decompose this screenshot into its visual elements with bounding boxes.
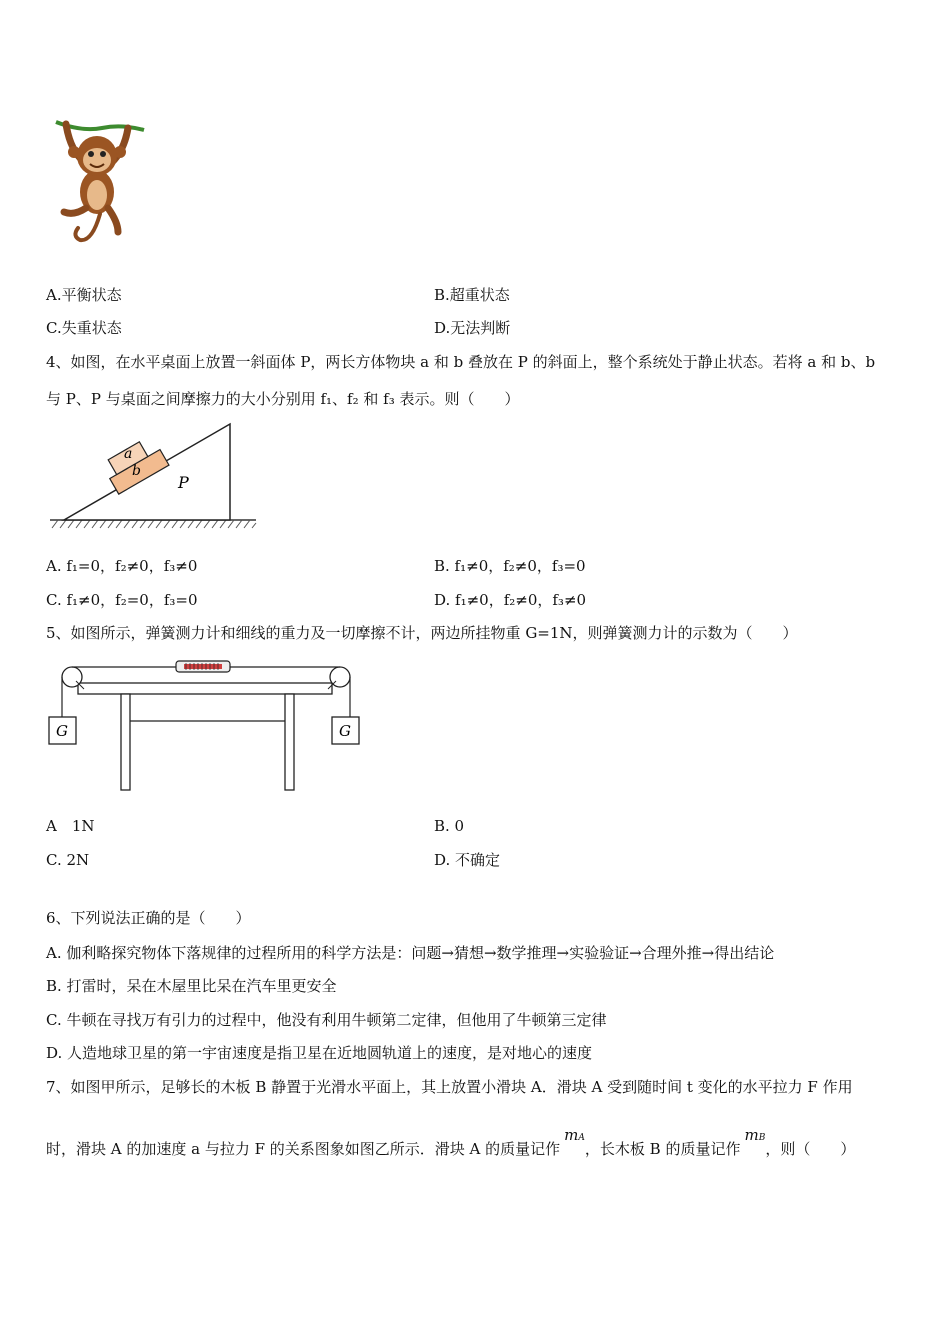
q3-option-d[interactable]: D.无法判断 [434,319,511,337]
q7-line2-part3: ，则（ ） [765,1140,856,1158]
q5-option-c[interactable]: C. 2N [46,851,90,869]
q4-stem-line1: 4、如图，在水平桌面上放置一斜面体 P，两长方体物块 a 和 b 叠放在 P 的斜面上，整个系统处于静止状态。若将 a 和 b、b [46,353,876,371]
q6-option-b[interactable]: B. 打雷时，呆在木屋里比呆在汽车里更安全 [46,977,337,995]
q5-option-d[interactable]: D. 不确定 [434,851,501,869]
table-top [78,683,332,694]
q4-option-b[interactable]: B. f₁≠0，f₂≠0，f₃=0 [434,557,586,575]
q4-option-d[interactable]: D. f₁≠0，f₂≠0，f₃≠0 [434,591,587,609]
q6-stem: 6、下列说法正确的是（ ） [46,909,251,927]
q5-option-b[interactable]: B. 0 [434,817,465,835]
q3-option-c[interactable]: C.失重状态 [46,319,122,337]
monkey-figure [52,110,148,252]
label-b: b [132,463,141,479]
q7-line2-part1: 时，滑块 A 的加速度 a 与拉力 F 的关系图象如图乙所示．滑块 A 的质量记作 [46,1140,561,1158]
q3-option-a[interactable]: A.平衡状态 [46,286,122,304]
q7-stem-line2 [46,1126,856,1163]
label-a: a [124,446,133,462]
q4-option-a[interactable]: A. f₁=0，f₂≠0，f₃≠0 [46,557,198,575]
weight-left-label: G [56,722,68,740]
q5-spring-scale-figure [44,655,364,795]
q4-stem-line2: 与 P、P 与桌面之间摩擦力的大小分别用 f₁、f₂ 和 f₃ 表示。则（ ） [46,390,520,408]
q5-option-a[interactable]: A 1N [46,817,95,835]
q4-incline-figure [46,420,261,535]
label-p: P [178,473,189,492]
q7-stem-line1: 7、如图甲所示，足够长的木板 B 静置于光滑水平面上，其上放置小滑块 A．滑块 A 受到随时间 t 变化的水平拉力 F 作用 [46,1078,853,1096]
q6-option-a[interactable]: A. 伽利略探究物体下落规律的过程所用的科学方法是：问题→猜想→数学推理→实验验证→合理外推→得出结论 [46,944,775,962]
q3-option-b[interactable]: B.超重状态 [434,286,510,304]
mass-b-symbol: mB [744,1126,766,1144]
q4-option-c[interactable]: C. f₁≠0，f₂=0，f₃=0 [46,591,198,609]
q6-option-d[interactable]: D. 人造地球卫星的第一宇宙速度是指卫星在近地圆轨道上的速度，是对地心的速度 [46,1044,593,1062]
weight-right-label: G [339,722,351,740]
mass-a-symbol: mA [564,1126,585,1144]
q5-stem: 5、如图所示，弹簧测力计和细线的重力及一切摩擦不计，两边所挂物重 G=1N，则弹簧测力计的示数为（ ） [46,624,798,642]
q7-line2-part2: ，长木板 B 的质量记作 [584,1140,741,1158]
q6-option-c[interactable]: C. 牛顿在寻找万有引力的过程中，他没有利用牛顿第二定律，但他用了牛顿第三定律 [46,1011,607,1029]
